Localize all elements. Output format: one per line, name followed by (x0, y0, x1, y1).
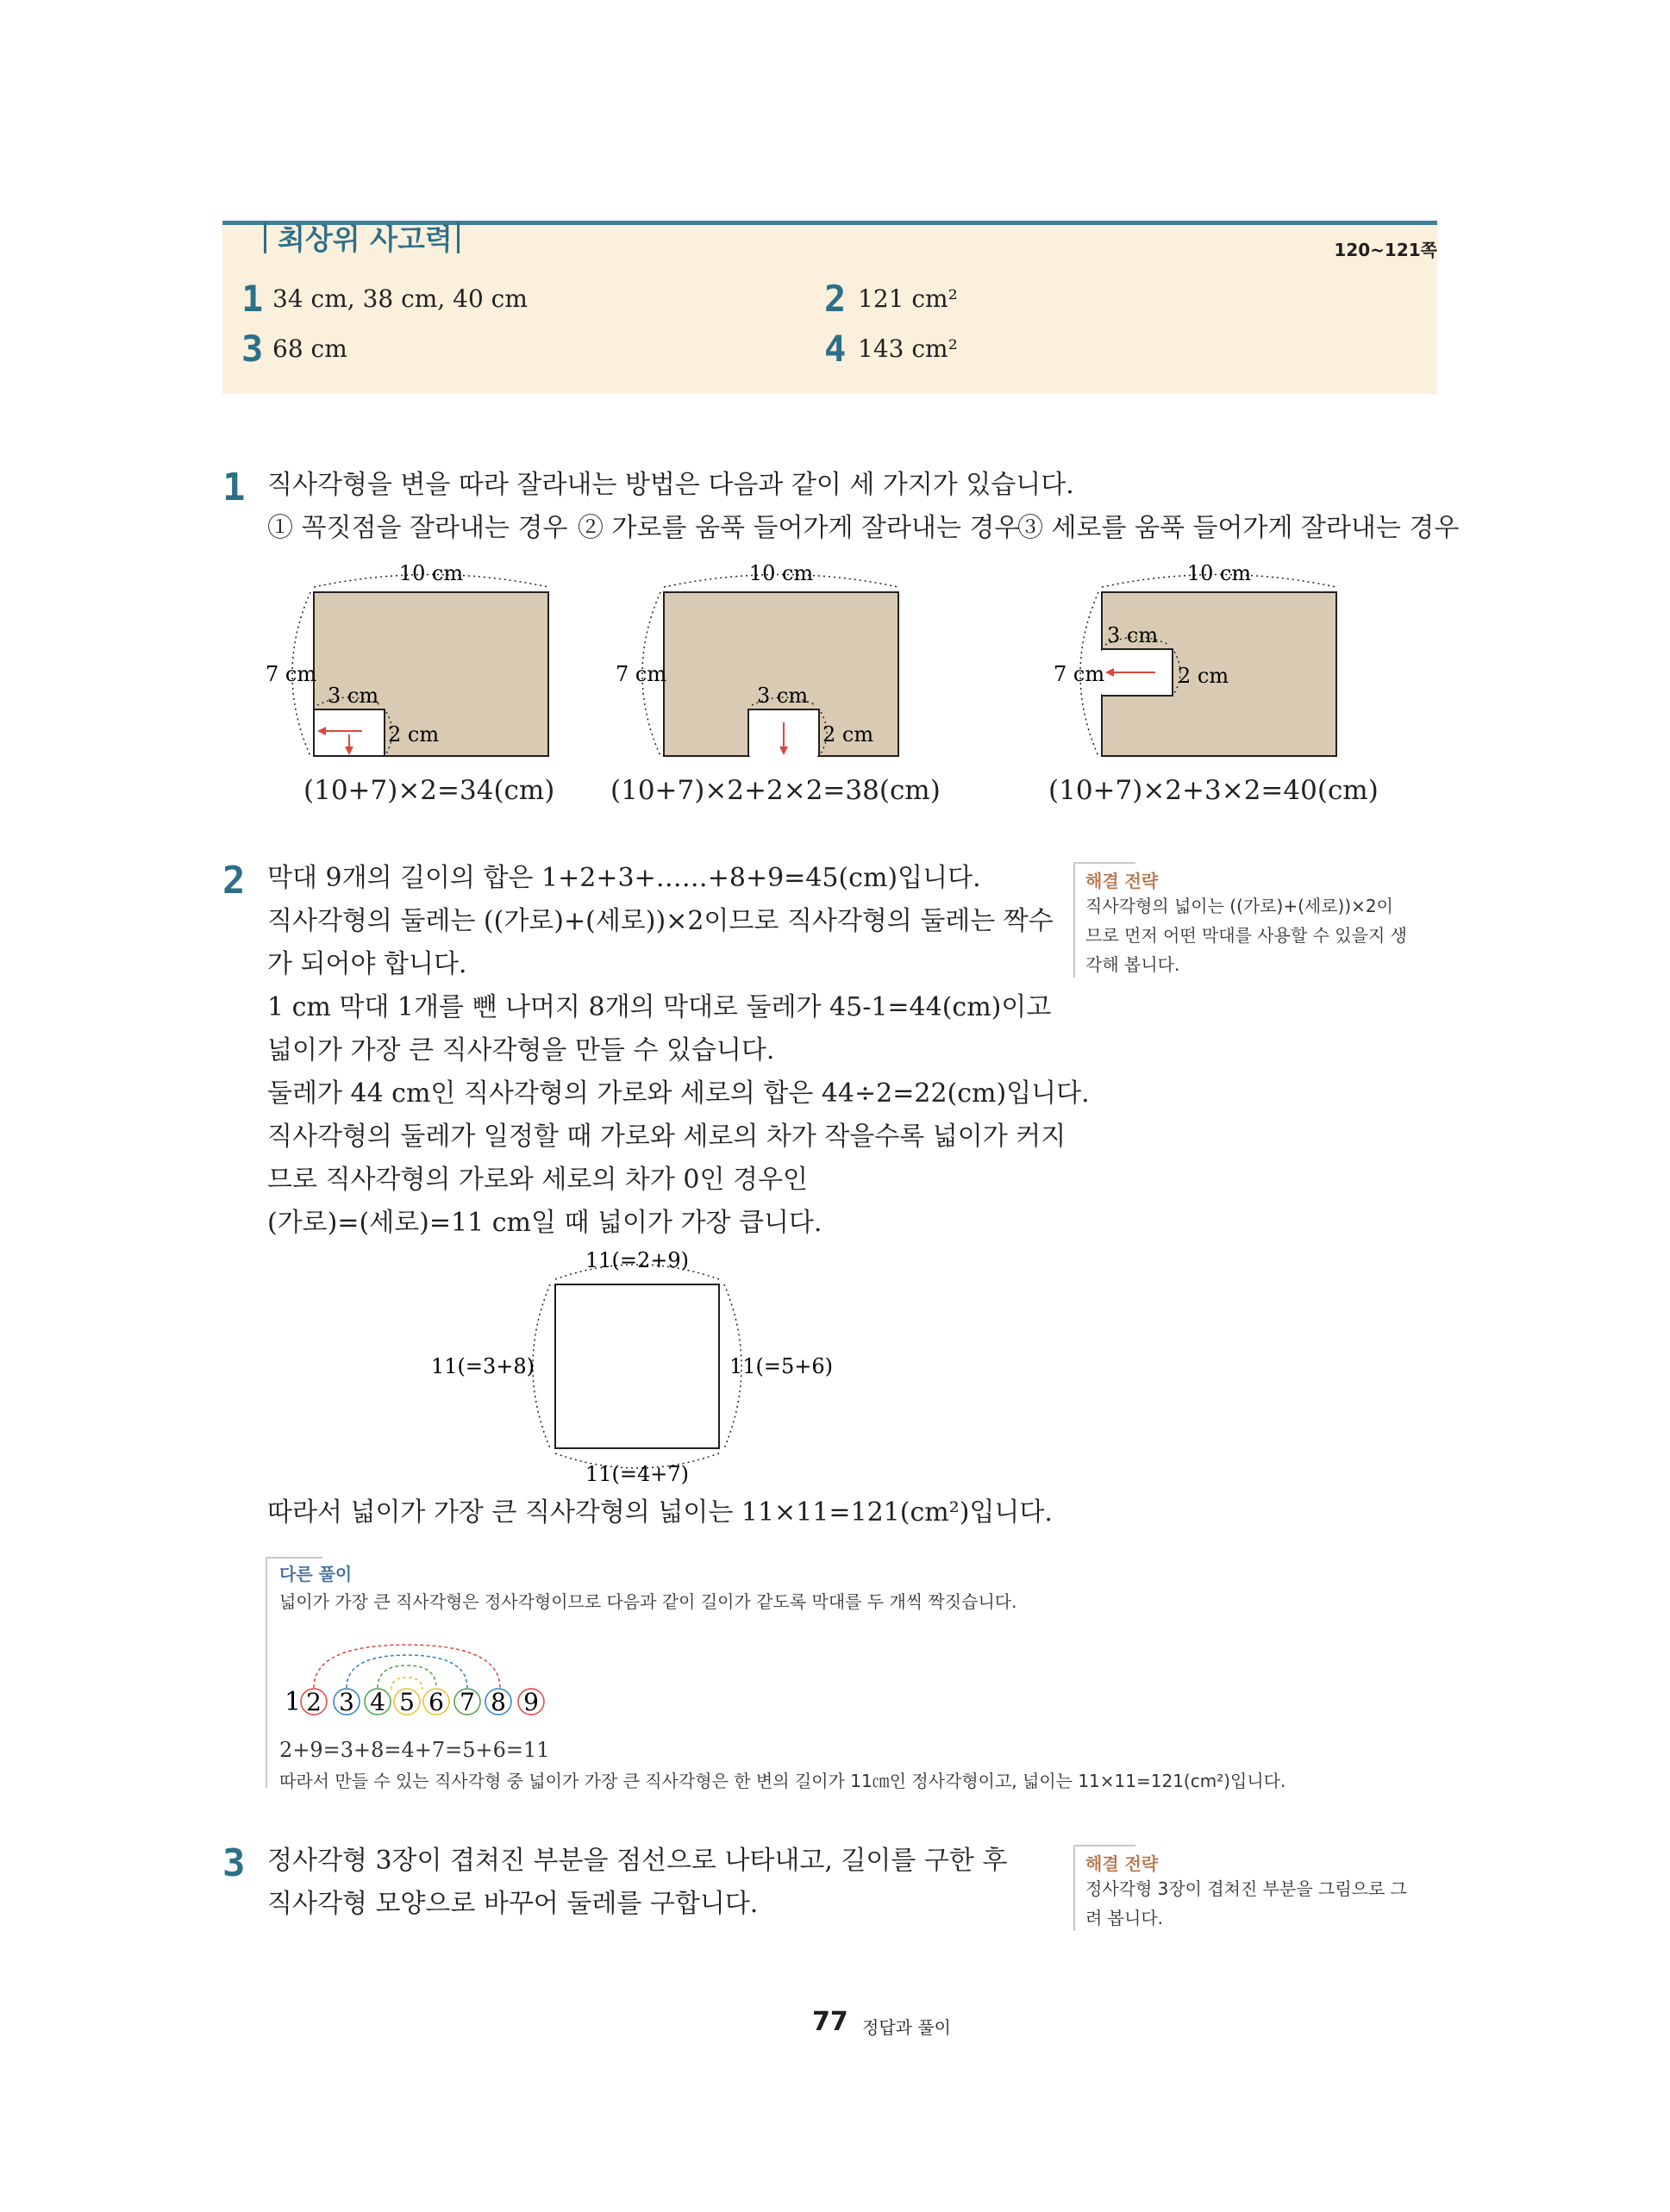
cut-height-label: 2 cm (1178, 664, 1229, 688)
q1-formula-3: (10+7)×2+3×2=40(cm) (1048, 775, 1379, 806)
q2-line: 막대 9개의 길이의 합은 1+2+3+……+8+9=45(cm)입니다. (267, 863, 981, 893)
title-bar-right (457, 222, 460, 253)
width-label: 10 cm (1186, 561, 1252, 585)
cut-width-label: 3 cm (757, 684, 809, 708)
q2-line: (가로)=(세로)=11 cm일 때 넓이가 가장 큽니다. (267, 1208, 822, 1238)
q2-line: 1 cm 막대 1개를 뺀 나머지 8개의 막대로 둘레가 45-1=44(cm)이고 (267, 992, 1052, 1022)
q2-line: 직사각형의 둘레는 ((가로)+(세로))×2이므로 직사각형의 둘레는 짝수 (267, 906, 1054, 936)
q2-line: 둘레가 44 cm인 직사각형의 가로와 세로의 합은 44÷2=22(cm)입니다. (267, 1078, 1090, 1109)
figure-bottom-notch (616, 561, 898, 756)
q3-line: 직사각형 모양으로 바꾸어 둘레를 구합니다. (267, 1889, 759, 1919)
number-8: 8 (491, 1688, 506, 1716)
answer-text: 34 cm, 38 cm, 40 cm (272, 284, 528, 313)
tip-title: 해결 전략 (1085, 1853, 1159, 1874)
q2-conclusion: 따라서 넓이가 가장 큰 직사각형의 넓이는 11×11=121(cm²)입니다. (267, 1497, 1053, 1528)
width-label: 10 cm (748, 561, 814, 585)
alt-conclusion: 따라서 만들 수 있는 직사각형 중 넓이가 가장 큰 직사각형은 한 변의 길이가 11㎝인 정사각형이고, 넓이는 11×11=121(cm²)입니다. (279, 1771, 1286, 1791)
page-number: 77 (812, 2007, 848, 2037)
answer-text: 143 cm² (858, 334, 958, 363)
q2-square-figure (414, 1241, 879, 1491)
height-label: 7 cm (616, 662, 667, 686)
bottom-label: 11(=4+7) (585, 1462, 690, 1486)
pair-arc-4-7 (378, 1665, 436, 1688)
page-range: 120~121쪽 (1334, 240, 1437, 260)
q1-formula-1: (10+7)×2=34(cm) (303, 775, 555, 806)
cut-width-label: 3 cm (1107, 623, 1159, 647)
strategy-tip (1073, 1845, 1446, 1931)
alt-solution (266, 1557, 1457, 1791)
pair-arc-2-9 (314, 1645, 500, 1688)
number-9: 9 (523, 1688, 539, 1716)
left-label: 11(=3+8) (431, 1354, 535, 1378)
tip-line: 려 봅니다. (1085, 1908, 1163, 1928)
number-1: 1 (285, 1687, 302, 1717)
cut-width-label: 3 cm (328, 684, 379, 708)
tip-line: 각해 봅니다. (1085, 954, 1180, 975)
question-number: 3 (222, 1841, 246, 1885)
pairing-diagram (276, 1634, 638, 1738)
alt-equation: 2+9=3+8=4+7=5+6=11 (279, 1738, 550, 1762)
q1-case-1: ① 꼭짓점을 잘라내는 경우 (267, 513, 568, 543)
square-shape (555, 1284, 719, 1448)
q1-case-3: ③ 세로를 움푹 들어가게 잘라내는 경우 (1017, 513, 1460, 543)
strategy-tip (1073, 862, 1446, 978)
pair-arc-3-8 (347, 1655, 467, 1688)
title-bar-left (264, 222, 266, 253)
number-6: 6 (428, 1688, 444, 1716)
footer-label: 정답과 풀이 (862, 2017, 951, 2038)
alt-intro: 넓이가 가장 큰 직사각형은 정사각형이므로 다음과 같이 길이가 같도록 막대를 두 개씩 짝짓습니다. (279, 1591, 1017, 1612)
tip-line: 정사각형 3장이 겹쳐진 부분을 그림으로 그 (1085, 1878, 1407, 1899)
number-5: 5 (399, 1688, 415, 1716)
figure-side-notch (1054, 561, 1336, 756)
q2-line: 넓이가 가장 큰 직사각형을 만들 수 있습니다. (267, 1035, 775, 1065)
right-label: 11(=5+6) (729, 1354, 834, 1378)
answer-number: 2 (824, 278, 847, 320)
answer-number: 3 (241, 328, 264, 370)
alt-title: 다른 풀이 (279, 1564, 353, 1584)
left-brace (533, 1284, 550, 1448)
number-2: 2 (306, 1688, 322, 1716)
number-3: 3 (339, 1688, 354, 1716)
answer-text: 121 cm² (858, 284, 958, 313)
question-number: 1 (222, 466, 246, 509)
height-label: 7 cm (1054, 662, 1105, 686)
number-7: 7 (460, 1688, 475, 1716)
q1-intro: 직사각형을 변을 따라 잘라내는 방법은 다음과 같이 세 가지가 있습니다. (267, 470, 1074, 500)
q1-formula-2: (10+7)×2+2×2=38(cm) (610, 775, 941, 806)
q2-line: 직사각형의 둘레가 일정할 때 가로와 세로의 차가 작을수록 넓이가 커지 (267, 1122, 1066, 1152)
answer-number: 4 (824, 328, 847, 370)
q2-line: 므로 직사각형의 가로와 세로의 차가 0인 경우인 (267, 1165, 808, 1195)
number-4: 4 (370, 1688, 385, 1716)
q1-case-2: ② 가로를 움푹 들어가게 잘라내는 경우 (578, 513, 1020, 543)
tip-line: 직사각형의 넓이는 ((가로)+(세로))×2이 (1085, 896, 1393, 916)
tip-title: 해결 전략 (1085, 871, 1159, 891)
q3-line: 정사각형 3장이 겹쳐진 부분을 점선으로 나타내고, 길이를 구한 후 (267, 1846, 1008, 1876)
figure-corner-cut (266, 561, 548, 756)
q2-line: 가 되어야 합니다. (267, 949, 467, 979)
answer-number: 1 (241, 278, 264, 320)
width-label: 10 cm (398, 561, 464, 585)
top-label: 11(=2+9) (585, 1248, 690, 1272)
question-number: 2 (222, 859, 246, 903)
height-label: 7 cm (266, 662, 317, 686)
answer-text: 68 cm (272, 334, 347, 363)
cut-height-label: 2 cm (388, 722, 440, 747)
cut-height-label: 2 cm (822, 722, 874, 747)
section-title: 최상위 사고력 (278, 222, 453, 256)
tip-line: 므로 먼저 어떤 막대를 사용할 수 있을지 생 (1085, 925, 1407, 946)
